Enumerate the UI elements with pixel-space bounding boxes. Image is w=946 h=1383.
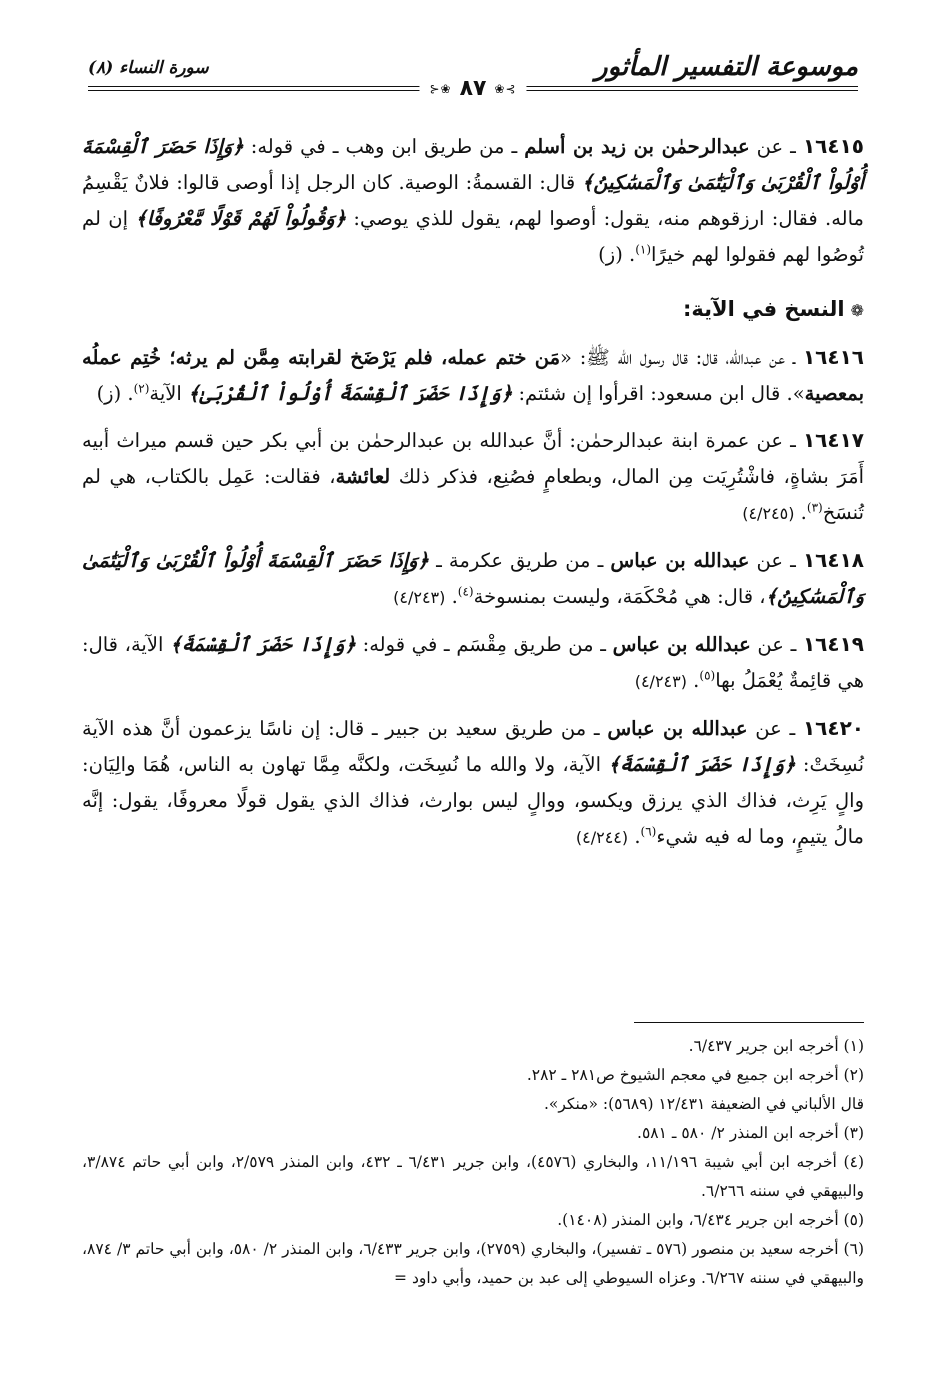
entry-16419 [82,626,864,700]
entry-text: ، قال: هي مُحْكَمَة، وليست بمنسوخة [473,585,766,608]
entry-text: . [628,825,641,848]
entry-text: ـ عن [750,633,803,656]
footnote-marker: (٢) [133,381,150,396]
entry-number: ١٦٤١٦ [802,345,864,369]
entry-text: ـ عن عبدالله، قال: قال رسول الله ﷺ: « [560,346,803,369]
footnote-marker: (٦) [640,824,657,839]
entry-text: قال: القسمةُ: الوصية. كان الرجل إذا أوصى قالوا: فلانٌ يَقْسِمُ ماله. فقال: ارزقوهم منه، يقول: أوصوا لهم، يقول للذي يوصي: [82,171,864,230]
ornament-left-icon: ❀⊰ [429,81,452,96]
quran-verse: ﴿وَقُولُواْ لَهُمْ قَوْلًا مَّعْرُوفًا﴾ [135,207,347,230]
section-title [82,291,864,329]
volume-reference: (٤/٢٤٥) [742,504,795,523]
entry-number: ١٦٤١٧ [802,428,864,452]
entry-text: ـ من طريق ابن وهب ـ في قوله: [243,135,525,158]
entry-16417 [82,422,864,532]
page-number-box [419,76,526,101]
entry-text: ـ عن [747,717,803,740]
entry-text: الآية، ولا والله ما نُسِخَت، ولكنَّه مِمَّا تهاون به الناس، هُمَا والِيَان: والٍ يَرِث، فذاك الذي يرزق ويكسو، ووالٍ ليس بوارث، فذاك الذي يقول قولًا معروفًا، يقول: إنَّه مالُ يتيمٍ، وما له فيه شيء [82,753,864,848]
footnote: (٦) أخرجه سعيد بن منصور (٥٧٦ ـ تفسير)، والبخاري (٢٧٥٩)، وابن جرير ٦/٤٣٣، وابن المنذر ٢/ ٥٨٠، وابن أبي حاتم ٣/ ٨٧٤، والبيهقي في سننه ٦/٢٦٧. وعزاه السيوطي إلى عبد بن حميد، وأبي داود = [82,1240,864,1287]
entry-text: إن لم تُوصُوا لهم فقولوا لهم خيرًا [82,207,864,266]
footnote: (٢) أخرجه ابن جميع في معجم الشيوخ ص٢٨١ ـ ٢٨٢. [526,1066,864,1084]
section-title-text: النسخ في الآية: [682,297,845,321]
volume-reference: (٤/٢٤٤) [575,828,629,847]
footnote: (٥) أخرجه ابن جرير ٦/٤٣٤، وابن المنذر (١٤٠٨). [557,1211,864,1229]
entry-text: ». قال ابن مسعود: اقرأوا إن شئتم: [512,382,805,405]
entry-text: ـ عن [749,135,803,158]
ornament-right-icon: ⊱❀ [494,81,517,96]
page-number: ٨٧ [459,76,487,101]
entry-16415 [82,128,864,273]
footnote: (٣) أخرجه ابن المنذر ٢/ ٥٨٠ ـ ٥٨١. [637,1124,864,1142]
narrator-name: عبدالله بن عباس [610,549,750,572]
quran-verse: ﴿وَإِذَا حَضَرَ ٱلْقِسْمَةَ﴾ [608,753,796,776]
entry-text: الآية [149,382,189,405]
entry-16420 [82,710,864,856]
entry-text: . [794,501,807,524]
entry-text: ـ من طريق عكرمة ـ [428,549,611,572]
quran-verse: ﴿وَإِذَا حَضَرَ ٱلْقِسْمَةَ أُوْلُواْ ٱلْقُرْبَىٰ وَٱلْيَتَٰمَىٰ وَٱلْمَسَٰكِينُ﴾ [82,549,864,608]
footnote-marker: (١) [635,242,652,257]
entry-text: . [686,669,700,692]
entry-number: ١٦٤١٨ [802,548,864,572]
footnotes [82,1032,864,1293]
entry-16418 [82,542,864,616]
entry-number: ١٦٤٢٠ [802,716,865,740]
entry-text: . [445,585,458,608]
footnote-marker: (٤) [457,584,474,599]
entry-16416 [82,339,864,412]
entry-number: ١٦٤١٥ [802,134,864,158]
flower-ornament-icon: ❁ [850,301,864,320]
entry-text: ـ عن عمرة ابنة عبدالرحمٰن: أنَّ عبدالله بن عبدالرحمٰن بن أبي بكر حين قسم ميراث أبيه أَمَرَ بشاةٍ، فاشْتُرِيَت مِن المال، وبطعامٍ فصُنِع، فذكر ذلك [82,429,864,488]
entry-text: ، فقالت: عَمِل بالكتاب، هي لم تُنسَخ [82,465,864,524]
entry-text: ـ عن [749,549,803,572]
entry-text: ـ من طريق سعيد بن جبير ـ قال: إن ناسًا يزعمون أنَّ هذه الآية نُسِخَتْ: [82,717,865,776]
volume-reference: (٤/٢٤٣) [393,588,446,607]
narrator-name: عبدالله بن عباس [607,717,748,740]
quran-verse: ﴿وَإِذَا حَضَرَ ٱلْقِسْمَةَ أُوْلُواْ ٱلْقُرْبَىٰ﴾ [188,382,513,405]
quran-verse: ﴿وَإِذَا حَضَرَ ٱلْقِسْمَةَ﴾ [170,633,356,656]
quran-verse: ﴿وَإِذَا حَضَرَ ٱلْقِسْمَةَ أُوْلُواْ ٱلْقُرْبَىٰ وَٱلْيَتَٰمَىٰ وَٱلْمَسَٰكِينُ﴾ [82,135,864,194]
source-tag: . (ز) [598,243,636,266]
footnote: قال الألباني في الضعيفة ١٢/٤٣١ (٥٦٨٩): «منكر». [543,1095,864,1113]
main-text [82,128,864,866]
book-title: موسوعة التفسير المأثور [595,52,858,82]
footnote: (٤) أخرجه ابن أبي شيبة ١١/١٩٦، والبخاري (٤٥٧٦)، وابن جرير ٦/٤٣١ ـ ٤٣٢، وابن المنذر ٢/٥٧٩، وابن أبي حاتم ٣/٨٧٤، والبيهقي في سننه ٦/٢٦٦. [82,1153,864,1200]
source-tag: . (ز) [96,382,134,405]
footnote-divider [634,1022,864,1023]
footnote: (١) أخرجه ابن جرير ٦/٤٣٧. [688,1037,864,1055]
entry-text: ـ من طريق مِقْسَم ـ في قوله: [355,633,613,656]
page-header [88,52,858,101]
footnote-marker: (٣) [806,500,823,515]
narrator-name: لعائشة [335,465,391,488]
hadith-text: مَن ختم عمله، فلم يَرْضَخ لقرابته مِمَّن لم يرثه؛ خُتِم عملُه بمعصية [82,346,864,405]
narrator-name: عبدالرحمٰن بن زيد بن أسلم [524,135,750,158]
narrator-name: عبدالله بن عباس [612,633,751,656]
surah-title: سورة النساء (٨) [88,58,209,78]
volume-reference: (٤/٢٤٣) [634,672,687,691]
footnote-marker: (٥) [699,668,716,683]
entry-number: ١٦٤١٩ [802,632,865,656]
entry-text: الآية، قال: هي قائِمةٌ يُعْمَلُ بها [82,633,864,692]
